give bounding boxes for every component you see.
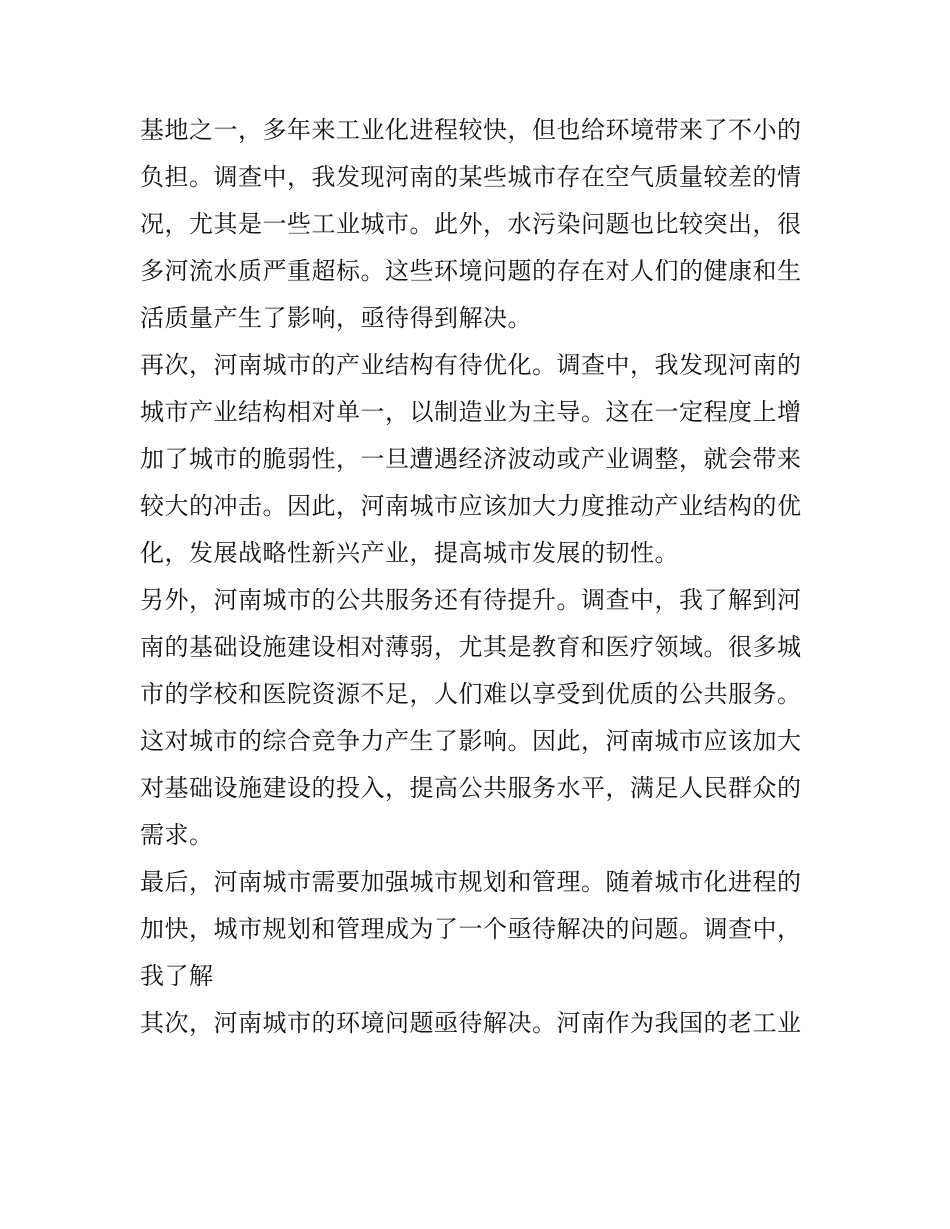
paragraph-industrial-structure <box>140 342 820 577</box>
text-line: 我了解 <box>140 962 214 990</box>
paragraph-environment-continued <box>140 107 820 342</box>
paragraph-urban-planning <box>140 859 820 1000</box>
text-line: 多河流水质严重超标。这些环境问题的存在对人们的健康和生 <box>140 257 802 285</box>
paragraph-public-services <box>140 577 820 859</box>
text-line: 南的基础设施建设相对薄弱，尤其是教育和医疗领域。很多城 <box>140 633 802 661</box>
text-line: 较大的冲击。因此，河南城市应该加大力度推动产业结构的优 <box>140 492 802 520</box>
paragraph-environment-intro <box>140 1000 820 1047</box>
text-line: 需求。 <box>140 821 214 849</box>
text-line: 市的学校和医院资源不足，人们难以享受到优质的公共服务。 <box>140 680 802 708</box>
text-line: 加快，城市规划和管理成为了一个亟待解决的问题。调查中， <box>140 915 802 943</box>
text-line: 对基础设施建设的投入，提高公共服务水平，满足人民群众的 <box>140 774 802 802</box>
text-line: 城市产业结构相对单一，以制造业为主导。这在一定程度上增 <box>140 398 802 426</box>
text-line: 加了城市的脆弱性，一旦遭遇经济波动或产业调整，就会带来 <box>140 445 802 473</box>
text-line: 况，尤其是一些工业城市。此外，水污染问题也比较突出，很 <box>140 210 802 238</box>
text-line: 再次，河南城市的产业结构有待优化。调查中，我发现河南的 <box>140 351 802 379</box>
text-line: 这对城市的综合竞争力产生了影响。因此，河南城市应该加大 <box>140 727 802 755</box>
text-line: 其次，河南城市的环境问题亟待解决。河南作为我国的老工业 <box>140 1009 802 1037</box>
text-line: 最后，河南城市需要加强城市规划和管理。随着城市化进程的 <box>140 868 802 896</box>
text-line: 负担。调查中，我发现河南的某些城市存在空气质量较差的情 <box>140 163 802 191</box>
text-line: 活质量产生了影响，亟待得到解决。 <box>140 304 532 332</box>
text-line: 化，发展战略性新兴产业，提高城市发展的韧性。 <box>140 539 679 567</box>
text-line: 基地之一，多年来工业化进程较快，但也给环境带来了不小的 <box>140 116 802 144</box>
text-line: 另外，河南城市的公共服务还有待提升。调查中，我了解到河 <box>140 586 802 614</box>
document-body <box>140 107 820 1047</box>
